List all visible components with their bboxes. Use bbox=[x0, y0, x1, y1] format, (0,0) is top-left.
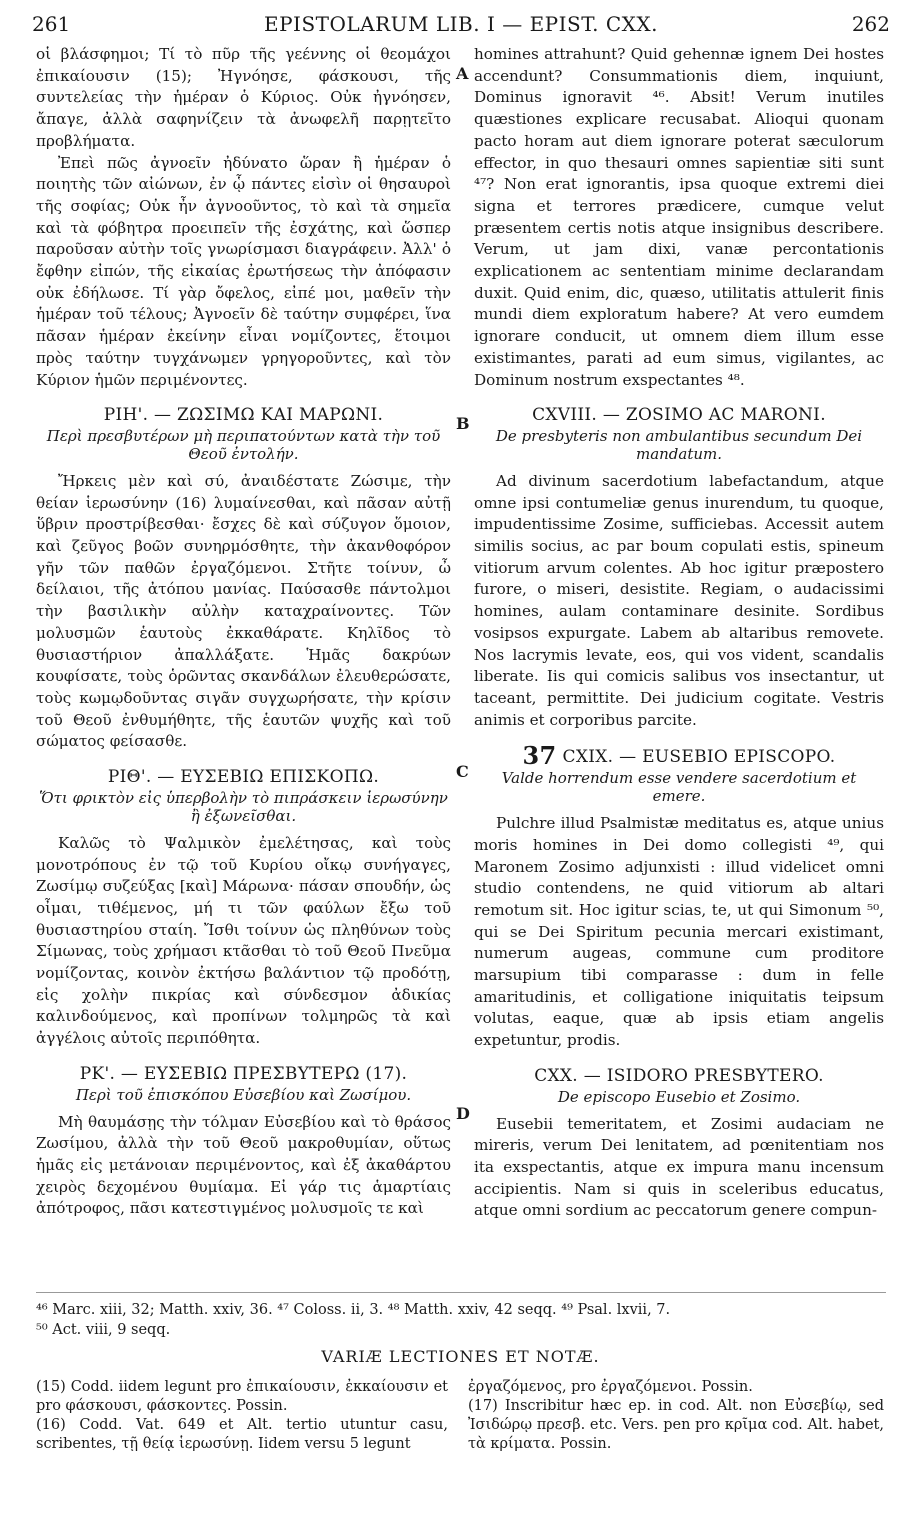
letter-title-greek-118: ΡΙΗ'. — ΖΩΣΙΜΩ ΚΑΙ ΜΑΡΩΝΙ. bbox=[103, 405, 384, 426]
letter-subtitle-greek-119: Ὅτι φρικτὸν εἰς ὑπερβολὴν τὸ πιπράσκειν ἱερωσύνην ἢ ἐξωνεῖσθαι. bbox=[39, 788, 448, 825]
letter-subtitle-greek-118: Περὶ πρεσβυτέρων μὴ περιπατούντων κατὰ τὴν τοῦ Θεοῦ ἐντολήν. bbox=[46, 426, 441, 463]
latin-paragraph: Eusebii temeritatem, et Zosimi audaciam ne mireris, verum Dei lenitatem, ad pœnitentiam nos ita exspectantis, atque ex impura manu incensum accipientis. Nam si quis in sceleribus educatus, atque omni sordium ac peccatorum genere compun- bbox=[474, 1114, 884, 1220]
page-number-right: 262 bbox=[851, 12, 890, 36]
margin-marker-c: C bbox=[456, 762, 469, 781]
latin-paragraph: Pulchre illud Psalmistæ meditatus es, atque unius moris homines in Dei domo collegisti ⁴⁹, qui Maronem Zosimo adjunxisti : illud videlicet omni studio contendens, ne quid vitiorum ab altari remotum sit. Hoc igitur scias, te, ut qui Simonum ⁵⁰, qui se Dei Spiritum pecunia mercari existimant, numerum augeas, commune cum proditore marsupium tibi comparasse : dum in felle amaritudinis, et colligatione iniquitatis teipsum volutas, eaque, quæ ab ipsis etiam angelis expetuntur, prodis. bbox=[474, 814, 884, 1050]
greek-column bbox=[36, 44, 451, 1220]
footnote-line: ⁵⁰ Act. viii, 9 seqq. bbox=[36, 1322, 171, 1338]
letter-title-greek-119: ΡΙΘ'. — ΕΥΣΕΒΙΩ ΕΠΙΣΚΟΠΩ. bbox=[107, 767, 380, 788]
letter-title-latin-120: CXX. — ISIDORO PRESBYTERO. bbox=[534, 1065, 824, 1086]
greek-paragraph: Καλῶς τὸ Ψαλμικὸν ἐμελέτησας, καὶ τοὺς μονοτρόπους ἐν τῷ τοῦ Κυρίου οἴκῳ συνήγαγες, Ζωσίμῳ συζεύξας [καὶ] Μάρωνα· πάσαν σπουδήν, ὡς οἶμαι, τιθέμενος, μή τι τῶν φαύλων ἔξω τοῦ θυσιαστηρίου σταίη. Ἴσθι τοίνυν ὡς πληθύνων τοὺς Σίμωνας, τοὺς χρήμασι κτᾶσθαι τὸ τοῦ Θεοῦ Πνεῦμα νομίζοντας, κοινὸν ἐκτήσω βαλάντιον τῷ προδότῃ, εἰς χολὴν πικρίας καὶ σύνδεσμον ἀδικίας καλινδούμενος, καὶ προπίνων τολμηρῶς τὰ καὶ ἀγγέλοις αὐτοῖς περιπόθητα. bbox=[36, 833, 451, 1048]
letter-subtitle-latin-119: Valde horrendum esse vendere sacerdotium et emere. bbox=[501, 769, 857, 806]
scripture-footnotes bbox=[36, 1300, 886, 1340]
variant-notes-right bbox=[468, 1378, 884, 1454]
section-number: 37 bbox=[522, 741, 557, 771]
latin-paragraph: homines attrahunt? Quid gehennæ ignem Dei hostes accendunt? Consummationis diem, inquiunt, Dominus ignoravit ⁴⁶. Absit! Verum inutiles quæstiones explicare recusabat. Alioqui quonam pacto horam aut diem ignorare poterat sæculorum effector, in quo thesauri omnes sapientiæ siti sunt ⁴⁷? Non erat ignorantis, ipsa quoque extremi diei signa et terrores prædicere, cumque velut præsentem certis notis atque insignibus describere. Verum, ut jam dixi, vanæ percontationis explicationem ac sententiam minime declarandam duxit. Quid enim, dic, quæso, utilitatis attulerit finis mundi diem exploratum habere? At vero eumdem ignorare conducit, ut omnem diem illum esse existimantes, parati ad eum simus, vigilantes, ac Dominum nostrum exspectantes ⁴⁸. bbox=[474, 45, 884, 389]
footnote-line: ⁴⁶ Marc. xiii, 32; Matth. xxiv, 36. ⁴⁷ Coloss. ii, 3. ⁴⁸ Matth. xxiv, 42 seqq. ⁴⁹ Psal. lxvii, 7. bbox=[36, 1302, 671, 1318]
letter-title-latin-119 bbox=[474, 741, 884, 771]
variant-note: (17) Inscribitur hæc ep. in cod. Alt. non Εὐσεβίῳ, sed Ἰσιδώρῳ πρεσβ. etc. Vers. pen pro κρῖμα cod. Alt. habet, τὰ κρίματα. Possin. bbox=[468, 1398, 884, 1452]
letter-title-greek-120: ΡΚ'. — ΕΥΣΕΒΙΩ ΠΡΕΣΒΥΤΕΡΩ (17). bbox=[79, 1063, 408, 1084]
margin-marker-a: A bbox=[456, 64, 469, 83]
running-title: EPISTOLARUM LIB. I — EPIST. CXX. bbox=[264, 12, 658, 36]
variae-lectiones-heading: VARIÆ LECTIONES ET NOTÆ. bbox=[321, 1347, 600, 1366]
letter-title-latin-119-text: CXIX. — EUSEBIO EPISCOPO. bbox=[562, 747, 836, 768]
letter-subtitle-latin-118: De presbyteris non ambulantibus secundum Dei mandatum. bbox=[495, 426, 863, 463]
footnote-divider bbox=[36, 1292, 886, 1293]
greek-paragraph: Ἐπεὶ πῶς ἀγνοεῖν ἠδύνατο ὥραν ἢ ἡμέραν ὁ ποιητὴς τῶν αἰώνων, ἐν ᾧ πάντες εἰσὶν οἱ θησαυροὶ τῆς σοφίας; Οὐκ ἦν ἀγνοοῦντος, τὸ καὶ τὰ σημεῖα καὶ τὰ φόβητρα προειπεῖν τῆς ἐσχάτης, καὶ ὥσπερ παροῦσαν αὐτὴν τοῖς γνωρίσμασι διαγράφειν. Ἀλλ' ὁ ἔφθην εἰπών, τῆς εἰκαίας ἐρωτήσεως τὴν ἀπόφασιν οὐκ ἐδήλωσε. Τί γὰρ ὄφελος, εἰπέ μοι, μαθεῖν τὴν ἡμέραν τοῦ τέλους; Ἀγνοεῖν δὲ ταύτην συμφέρει, ἵνα πᾶσαν ἡμέραν ἐκείνην εἶναι νομίζοντες, ἕτοιμοι πρὸς ταύτην τυγχάνωμεν γρηγοροῦντες, καὶ τὸν Κύριον ἡμῶν περιμένοντες. bbox=[36, 153, 451, 389]
margin-marker-d: D bbox=[456, 1104, 470, 1123]
greek-paragraph: Μὴ θαυμάσῃς τὴν τόλμαν Εὐσεβίου καὶ τὸ θράσος Ζωσίμου, ἀλλὰ τὴν τοῦ Θεοῦ μακροθυμίαν, οὕτως ἡμᾶς εἰς μετάνοιαν περιμένοντος, καὶ ἐξ ἀκαθάρτου χειρὸς δεχομένου θυμίαμα. Εἰ γάρ τις ἁμαρτίαις ἀπότροφος, πᾶσι κατεστιγμένος μολυσμοῖς τε καὶ bbox=[36, 1112, 451, 1218]
letter-subtitle-greek-120: Περὶ τοῦ ἐπισκόπου Εὐσεβίου καὶ Ζωσίμου. bbox=[75, 1085, 412, 1104]
letter-title-latin-118: CXVIII. — ZOSIMO AC MARONI. bbox=[532, 405, 826, 426]
letter-subtitle-latin-120: De episcopo Eusebio et Zosimo. bbox=[557, 1087, 801, 1106]
page-number-left: 261 bbox=[32, 12, 71, 36]
latin-paragraph: Ad divinum sacerdotium labefactandum, atque omne ipsi contumeliæ genus inurendum, tu quoque, impudentissime Zosime, sufficiebas. Accessit autem similis socius, ac par boum copulati estis, spineum vitiorum arvum colentes. Ab hoc igitur præpostero furore, o miseri, desistite. Regiam, o audacissimi homines, aulam contaminare desinite. Sordibus vosipsos expurgate. Labem ab altaribus removete. Nos lacrymis levate, eos, qui vos vident, scandalis liberate. Iis qui comicis salibus vos insectantur, ut taceant, permittite. Dei judicium cogitate. Vestris animis et corporibus parcite. bbox=[474, 471, 884, 729]
variant-note: ἐργαζόμενος, pro ἐργαζόμενοι. Possin. bbox=[468, 1379, 753, 1395]
margin-marker-b: B bbox=[456, 414, 470, 433]
variant-note: (16) Codd. Vat. 649 et Alt. tertio utuntur casu, scribentes, τῇ θείᾳ ἱερωσύνῃ. Iidem versu 5 legunt bbox=[36, 1417, 448, 1452]
variant-notes-left bbox=[36, 1378, 448, 1454]
latin-column bbox=[474, 44, 884, 1222]
variant-note: (15) Codd. iidem legunt pro ἐπικαίουσιν, ἐκκαίουσιν et pro φάσκουσι, φάσκοντες. Possin. bbox=[36, 1379, 448, 1414]
greek-paragraph: οἱ βλάσφημοι; Τί τὸ πῦρ τῆς γεέννης οἱ θεομάχοι ἐπικαίουσιν (15); Ἠγνόησε, φάσκουσι, τῆς συντελείας τὴν ἡμέραν ὁ Κύριος. Οὐκ ἠγνόησεν, ἄπαγε, ἀλλὰ σαφηνίζειν τὰ ἀνωφελῆ παρῃτεῖτο προβλήματα. bbox=[36, 45, 451, 150]
page-header bbox=[32, 8, 890, 36]
greek-paragraph: Ἤρκεις μὲν καὶ σύ, ἀναιδέστατε Ζώσιμε, τὴν θείαν ἱερωσύνην (16) λυμαίνεσθαι, καὶ πᾶσαν αὐτῇ ὕβριν προστρίβεσθαι· ἔσχες δὲ καὶ σύζυγον ὅμοιον, καὶ ζεῦγος βοῶν συνηρμόσθητε, τὴν ἀκανθοφόρον γῆν τῶν παθῶν ἐργαζόμενοι. Στῆτε τοίνυν, ὦ δείλαιοι, τῆς ἀτόπου μανίας. Παύσασθε πάντολμοι τὴν βασιλικὴν αὐλὴν καταχραίνοντες. Τῶν μολυσμῶν ἑαυτοὺς ἐκκαθάρατε. Κηλῖδος τὸ θυσιαστήριον ἀπαλλάξατε. Ἡμᾶς δακρύων κουφίσατε, τοὺς ὁρῶντας σκανδάλων ἐλευθερώσατε, τοὺς κωμῳδοῦντας σιγᾶν συγχωρήσατε, τὴν κρίσιν τοῦ Θεοῦ ἐνθυμήθητε, τῆς ἑαυτῶν ψυχῆς καὶ τοῦ σώματος φείσασθε. bbox=[36, 471, 451, 751]
